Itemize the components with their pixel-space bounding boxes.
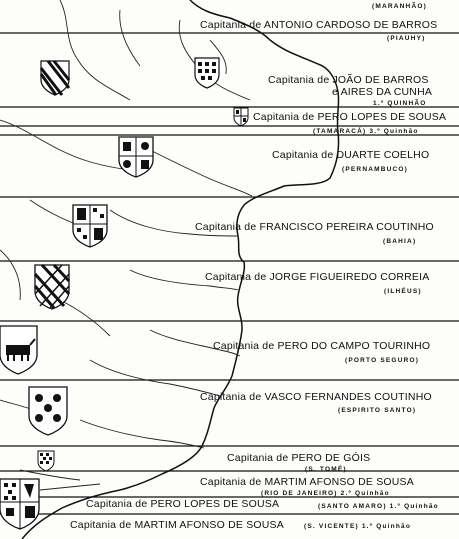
captaincy-11-label: Capitania de PERO LOPES DE SOUSA — [86, 498, 280, 510]
captaincy-10-region: (RIO DE JANEIRO) 2.º Quinhão — [261, 490, 390, 497]
captaincy-7-label: Capitania de PERO DO CAMPO TOURINHO — [213, 340, 431, 352]
castles-and-stars-shield-icon — [72, 204, 108, 248]
captaincy-8-region: (ESPIRITO SANTO) — [338, 407, 417, 414]
captaincy-2-label: Capitania de JOÃO DE BARROS — [268, 74, 429, 86]
captaincy-10-label: Capitania de MARTIM AFONSO DE SOUSA — [200, 476, 414, 488]
captaincy-12-label: Capitania de MARTIM AFONSO DE SOUSA — [70, 519, 284, 531]
captaincy-7-region: (PORTO SEGURO) — [345, 357, 420, 364]
five-shells-shield-icon — [28, 386, 68, 436]
captaincy-8-label: Capitania de VASCO FERNANDES COUTINHO — [200, 391, 432, 403]
captaincy-4-region: (PERNAMBUCO) — [342, 166, 409, 173]
captaincy-4-label: Capitania de DUARTE COELHO — [272, 149, 430, 161]
captaincy-12-region: (S. VICENTE) 1.º Quinhão — [304, 523, 412, 530]
captaincy-5-label: Capitania de FRANCISCO PEREIRA COUTINHO — [195, 221, 434, 233]
captaincy-9-region: (S. TOMÉ) — [305, 466, 347, 473]
captaincy-11-region: (SANTO AMARO) 1.º Quinhão — [318, 503, 439, 510]
captaincy-1-label: Capitania de ANTONIO CARDOSO DE BARROS — [200, 19, 438, 31]
diagonal-bands-shield-icon — [34, 264, 70, 310]
checkered-shield-icon — [194, 57, 220, 89]
captaincy-2-label2: e AIRES DA CUNHA — [332, 86, 433, 98]
captaincy-3-region: (TAMARACÁ) 3.º Quinhão — [313, 128, 419, 135]
captaincy-3-label: Capitania de PERO LOPES DE SOUSA — [253, 111, 447, 123]
captaincy-6-region: (ILHÉUS) — [384, 288, 422, 295]
captaincy-6-label: Capitania de JORGE FIGUEIREDO CORREIA — [205, 271, 430, 283]
diagonal-bend-shield-icon — [40, 60, 70, 96]
small-quartered-shield-icon — [233, 107, 249, 127]
captaincy-2-region: 1.º QUINHÃO — [373, 100, 427, 107]
castles-quartered-shield-icon — [118, 136, 154, 178]
quartered-lion-shield-icon — [0, 478, 40, 530]
maranhao-fragment: (MARANHÃO) — [372, 3, 427, 10]
ox-shield-icon — [0, 325, 38, 375]
chequy-shield-icon — [37, 450, 55, 472]
captaincy-9-label: Capitania de PERO DE GÓIS — [227, 452, 371, 464]
captaincy-5-region: (BAHIA) — [383, 238, 417, 245]
captaincy-1-region: (PIAUHY) — [387, 35, 426, 42]
